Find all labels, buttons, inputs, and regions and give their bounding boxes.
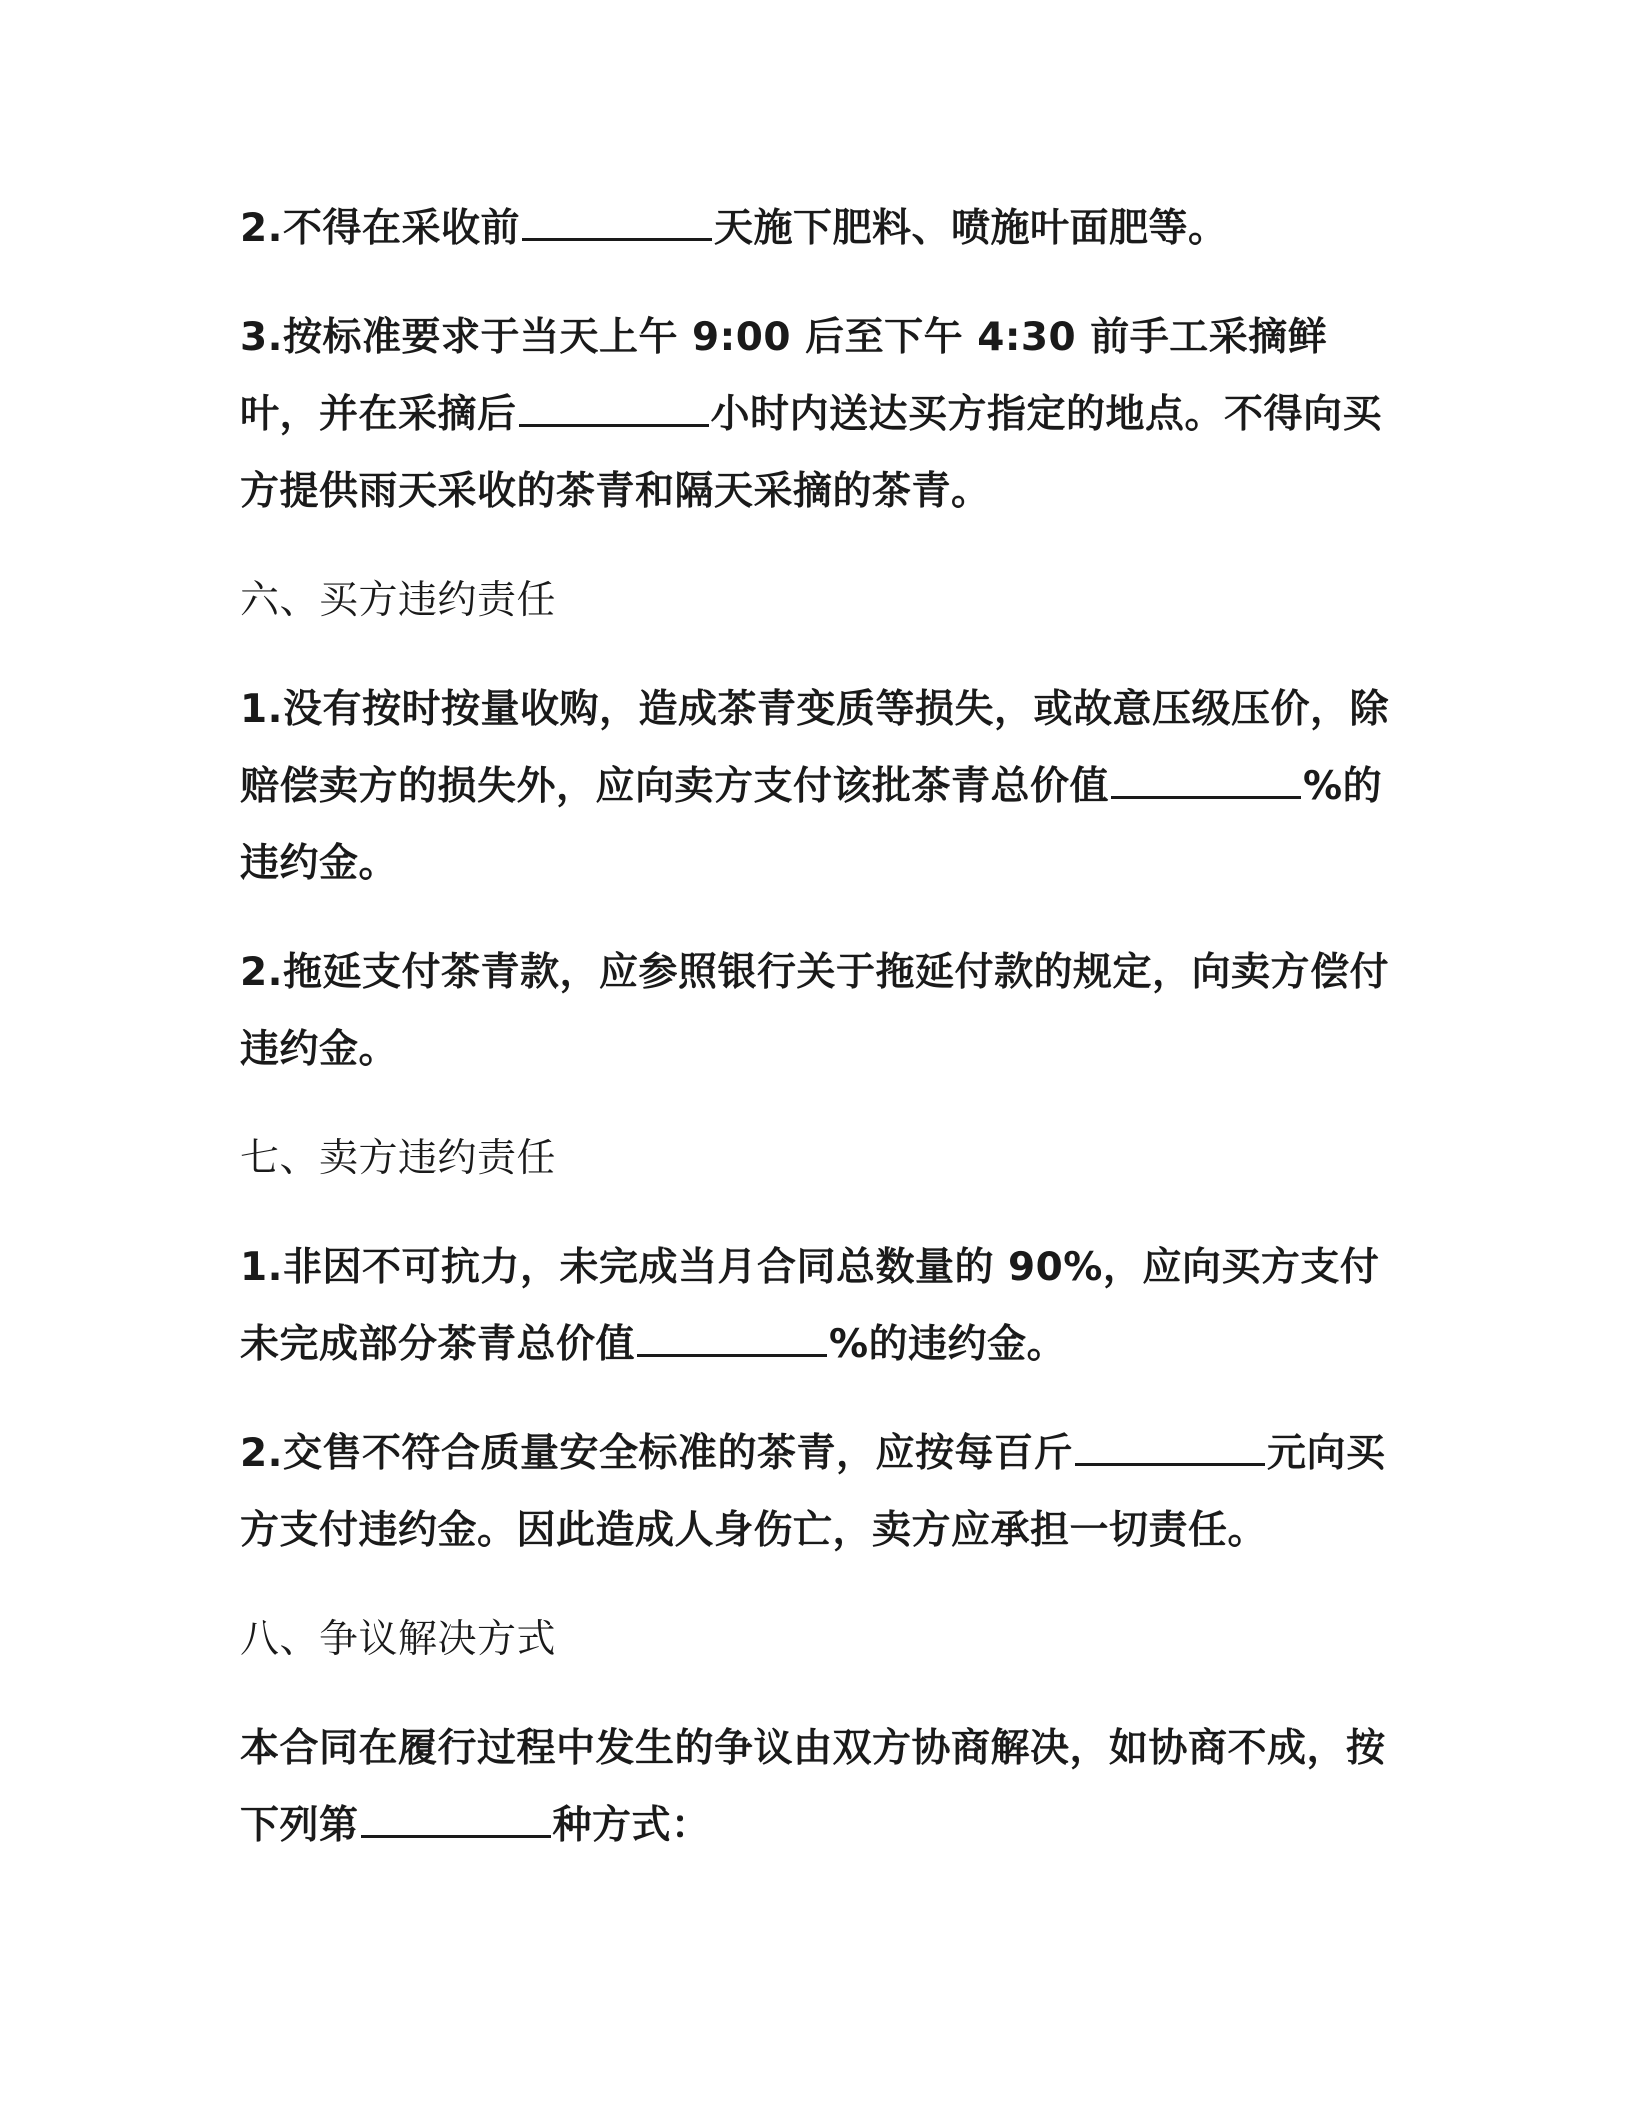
fill-blank	[637, 1353, 827, 1357]
clause-3-picking: 3.按标准要求于当天上午 9:00 后至下午 4:30 前手工采摘鲜叶，并在采摘后 小时内送达买方指定的地点。不得向买方提供雨天采收的茶青和隔天采摘的茶青。	[240, 315, 1383, 514]
clause-buyer-1: 1.没有按时按量收购，造成茶青变质等损失，或故意压级压价，除赔偿卖方的损失外，应向卖方支付该批茶青总价值 %的违约金。	[240, 687, 1389, 886]
clause-seller-1: 1.非因不可抗力，未完成当月合同总数量的 90%，应向买方支付未完成部分茶青总价值 %的违约金。	[240, 1245, 1380, 1367]
fill-blank	[519, 423, 709, 427]
fill-blank	[1075, 1462, 1265, 1466]
clause-2-fertilizer: 2.不得在采收前 天施下肥料、喷施叶面肥等。	[240, 206, 1228, 251]
document-page	[240, 190, 1390, 1896]
fill-blank	[1111, 795, 1301, 799]
fill-blank	[522, 237, 712, 241]
section-heading-8: 八、争议解决方式	[240, 1617, 557, 1662]
section-heading-6: 六、买方违约责任	[240, 578, 557, 623]
clause-dispute: 本合同在履行过程中发生的争议由双方协商解决，如协商不成，按下列第 种方式：	[240, 1726, 1386, 1848]
clause-seller-2: 2.交售不符合质量安全标准的茶青，应按每百斤 元向买方支付违约金。因此造成人身伤亡，卖方应承担一切责任。	[240, 1431, 1386, 1553]
section-heading-7: 七、卖方违约责任	[240, 1136, 557, 1181]
fill-blank	[361, 1834, 551, 1838]
clause-buyer-2: 2.拖延支付茶青款，应参照银行关于拖延付款的规定，向卖方偿付违约金。	[240, 950, 1389, 1072]
